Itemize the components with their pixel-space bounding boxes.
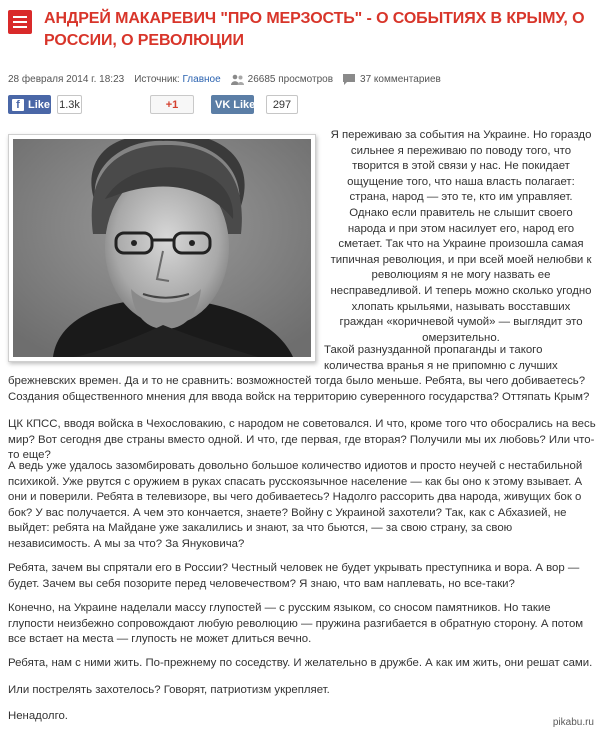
vk-icon: VK [215,98,231,111]
publish-date: 28 февраля 2014 г. 18:23 [8,74,125,85]
article-meta [8,74,441,85]
paragraph-2 [8,343,596,405]
vk-like-count: 297 [266,95,298,114]
document-icon [8,10,32,34]
article-title[interactable]: АНДРЕЙ МАКАРЕВИЧ "ПРО МЕРЗОСТЬ" - О СОБЫТИЯХ В КРЫМУ, О РОССИИ, О РЕВОЛЮЦИИ [44,10,585,49]
facebook-icon: f [12,99,24,111]
comments-count[interactable]: 37 комментариев [360,74,441,85]
facebook-like-button[interactable] [8,95,51,114]
paragraph-7: Ребята, нам с ними жить. По-прежнему по соседству. И желательно в дружбе. А как им жить, они решат сами. [8,657,593,669]
facebook-like-count: 1.3k [57,95,82,114]
comments-icon [343,74,356,85]
views-count: 26685 просмотров [247,74,334,85]
portrait-image [13,139,311,357]
paragraph-8: Или пострелять захотелось? Говорят, патриотизм укрепляет. [8,684,330,696]
paragraph-2-text: Такой разнузданной пропаганды и такого количества вранья я не припомню с лучших брежневских времен. Да и то не сравнить: возможностей тогда было меньше. Ребята, вы чего добиваетесь? Создания общественного мнения для ввода войск на территорию суверенного государства? Оттяпать Крым? [8,344,590,403]
paragraph-5: Ребята, зачем вы спрятали его в России? Честный человек не будет укрывать преступника и вора. А вор — будет. Зачем вы себя позорите перед человечеством? Я знаю, что вам наплевать, но все-таки? [8,562,580,590]
views-icon [231,74,244,85]
google-plus-button[interactable]: +1 [150,95,194,114]
vk-like-button[interactable] [211,95,254,114]
source-link[interactable]: Главное [182,74,221,85]
paragraph-4: А ведь уже удалось зазомбировать довольно большое количество идиотов и просто неучей с нестабильной психикой. Уже рвутся с оружием в руках спасать русскоязычное население — как бы оно к этому взывает. А они и поверили. Ребята в телевизоре, вы чего добиваетесь? Надолго рассорить два народа, живущих бок о бок? У вас получается. А чем это кончается, знаете? Войну с Украиной захотели? Так, как с Абхазией, не выйдет: ребята на Майдане уже закалились и знают, за что бьются, — за свою страну, за свою независимость. А мы за что? За Януковича? [8,460,583,550]
site-watermark: pikabu.ru [552,717,594,728]
paragraph-1: Я переживаю за события на Украине. Но гораздо сильнее я переживаю по поводу того, что творится в этой связи у нас. Не покидает ощущение того, что наша власть полагает: страна, народ — это те, кто им управляет. Однако если правитель не слышит своего народа и при этом насилует его, народ его сметает. Так что на Украине произошла самая типичная революция, и при всей моей нелюбви к революциям я не могу назвать ее несправедливой. И теперь можно сколько угодно хлопать крыльями, называть восставших граждан «коричневой чумой» — выглядит это омерзительно. [330,129,592,344]
article-header [8,8,594,52]
article-photo [8,134,316,362]
paragraph-9: Ненадолго. [8,710,68,722]
paragraph-3: ЦК КПСС, вводя войска в Чехословакию, с народом не советовался. И что, кроме того что обосрались на весь мир? Вот сегодня две страны вместо одной. И что, где первая, где вторая? Получили мы их любовь? Или что-то еще? [8,418,596,462]
vk-like-label: Like [233,98,256,111]
source-label: Источник: [134,74,180,85]
social-buttons [8,95,592,115]
paragraph-6: Конечно, на Украине наделали массу глупостей — с русским языком, со сносом памятников. Но такие глупости неизбежно сопровождают любую революцию — пружина разгибается в обратную сторону. А потом все встает на места — глупость не может длиться вечно. [8,602,584,646]
facebook-like-label: Like [28,98,51,111]
